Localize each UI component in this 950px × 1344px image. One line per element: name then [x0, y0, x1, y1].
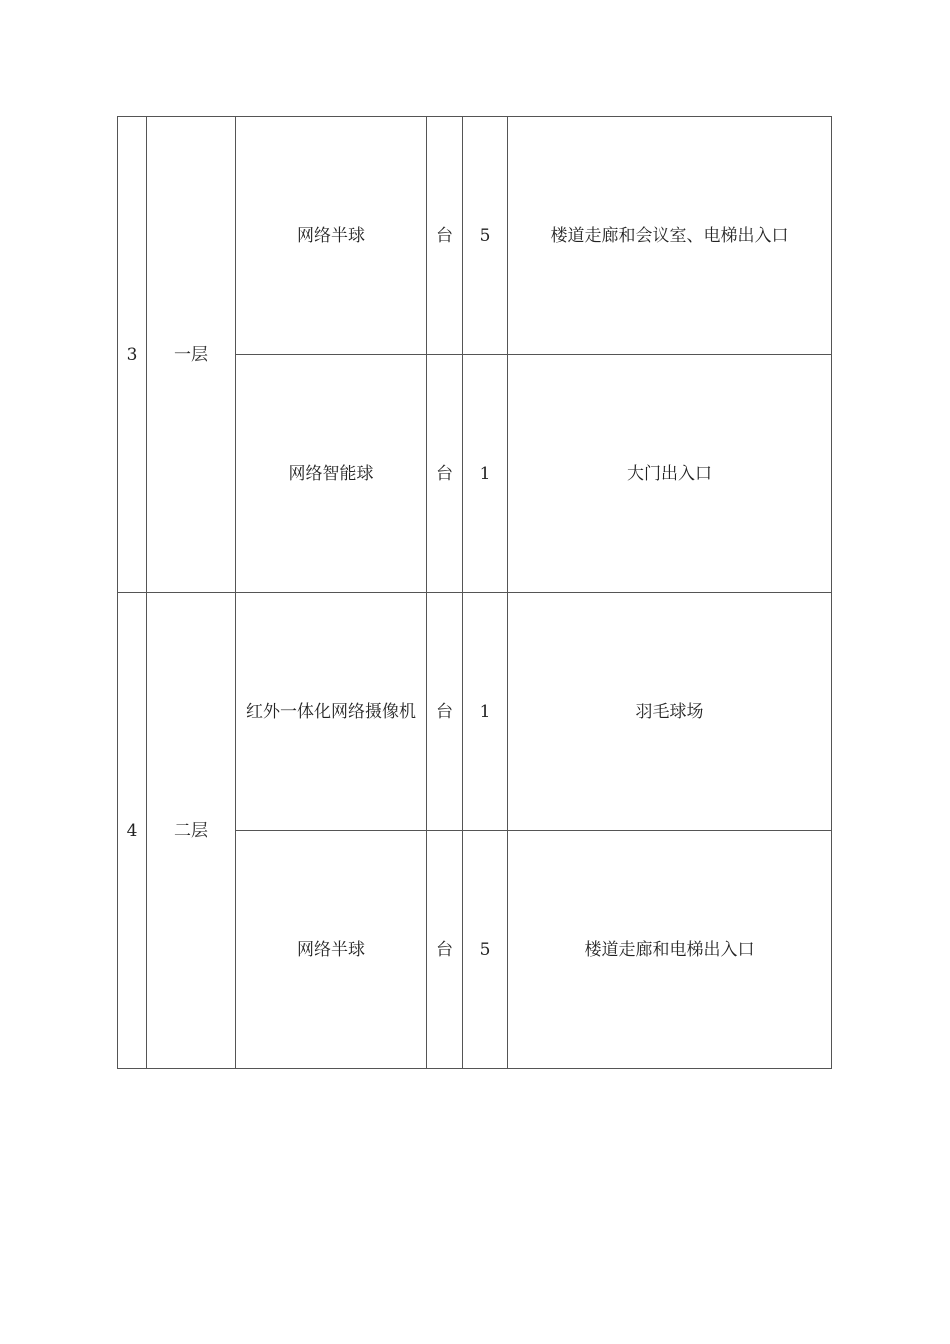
unit-cell: 台: [427, 117, 463, 355]
unit-cell: 台: [427, 593, 463, 831]
location-cell: 楼道走廊和会议室、电梯出入口: [508, 117, 832, 355]
quantity-cell: 5: [463, 117, 508, 355]
floor-cell: 一层: [147, 117, 236, 593]
unit-cell: 台: [427, 355, 463, 593]
quantity-cell: 5: [463, 831, 508, 1069]
floor-cell: 二层: [147, 593, 236, 1069]
equipment-table: [117, 116, 832, 1069]
row-number-cell: 3: [118, 117, 147, 593]
row-number-cell: 4: [118, 593, 147, 1069]
location-cell: 大门出入口: [508, 355, 832, 593]
unit-cell: 台: [427, 831, 463, 1069]
location-cell: 羽毛球场: [508, 593, 832, 831]
table-row: [118, 593, 832, 831]
device-name-cell: 红外一体化网络摄像机: [236, 593, 427, 831]
device-name-cell: 网络半球: [236, 831, 427, 1069]
device-name-cell: 网络半球: [236, 117, 427, 355]
quantity-cell: 1: [463, 593, 508, 831]
quantity-cell: 1: [463, 355, 508, 593]
table-row: [118, 117, 832, 355]
device-name-cell: 网络智能球: [236, 355, 427, 593]
location-cell: 楼道走廊和电梯出入口: [508, 831, 832, 1069]
